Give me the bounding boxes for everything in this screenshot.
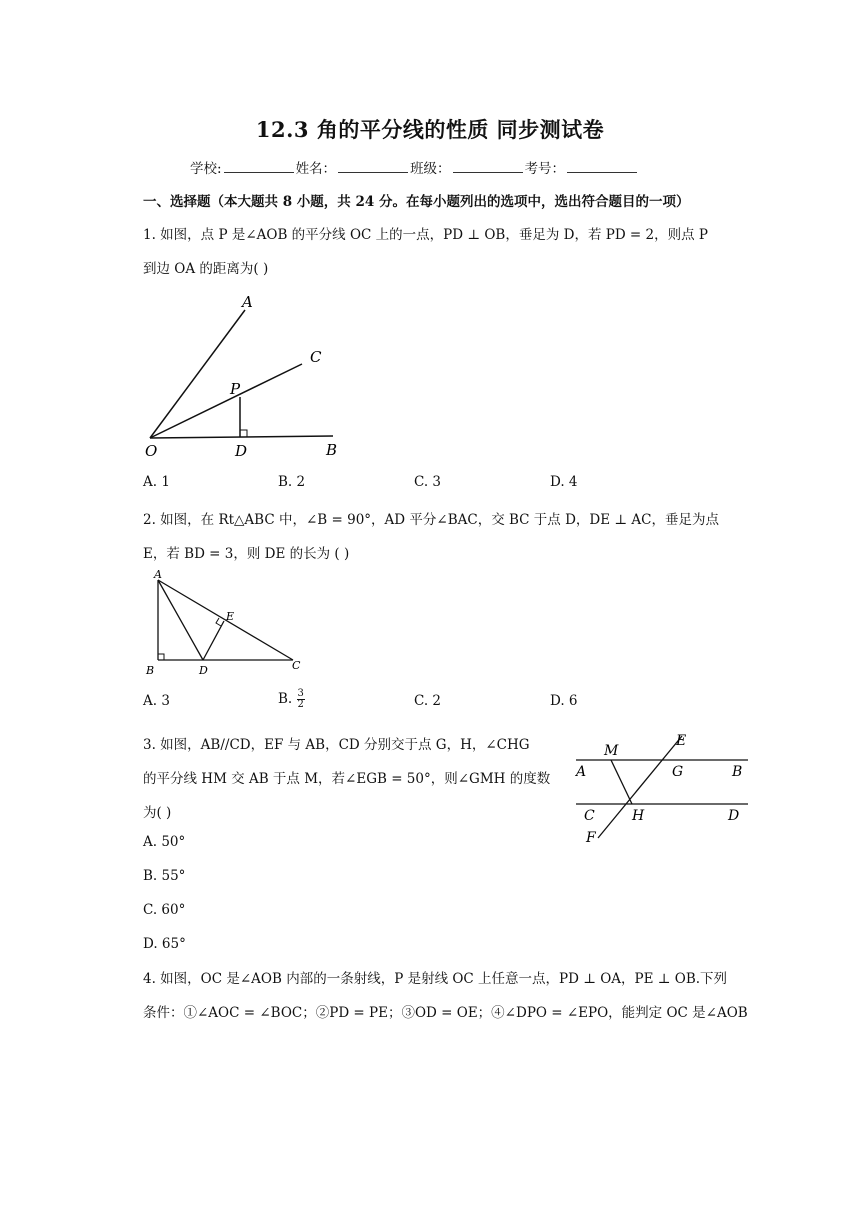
question-1-line-1: 1. 如图，点 P 是∠AOB 的平分线 OC 上的一点，PD ⊥ OB，垂足为 D，若 PD = 2，则点 P (143, 227, 709, 243)
question-2-figure (140, 566, 310, 680)
fig3-label-f: F (586, 830, 596, 846)
fraction-denominator: 2 (297, 699, 304, 710)
q3-option-d[interactable]: D. 65° (143, 936, 186, 952)
q3-option-b[interactable]: B. 55° (143, 868, 186, 884)
question-2-line-2: E，若 BD = 3，则 DE 的长为 ( ) (143, 546, 350, 562)
class-blank[interactable] (453, 160, 523, 173)
fig3-label-m: M (604, 743, 619, 759)
fig3-label-b: B (732, 764, 743, 780)
question-1-figure (140, 290, 350, 462)
fig3-label-a: A (576, 764, 587, 780)
fig3-label-d: D (728, 808, 740, 824)
fig2-label-b: B (146, 664, 155, 677)
student-info-line (190, 157, 639, 177)
q2-option-d[interactable]: D. 6 (550, 693, 578, 709)
name-blank[interactable] (338, 160, 408, 173)
fraction-three-halves (297, 689, 305, 710)
fig2-label-e: E (226, 610, 235, 623)
q1-option-b[interactable]: B. 2 (278, 474, 306, 490)
q1-option-c[interactable]: C. 3 (414, 474, 442, 490)
class-label: 班级： (410, 161, 451, 177)
question-3-line-2: 的平分线 HM 交 AB 于点 M，若∠EGB = 50°，则∠GMH 的度数 (143, 771, 551, 787)
q1-option-d[interactable]: D. 4 (550, 474, 578, 490)
fig1-label-p: P (230, 380, 241, 398)
school-blank[interactable] (224, 160, 294, 173)
question-4-line-1: 4. 如图，OC 是∠AOB 内部的一条射线，P 是射线 OC 上任意一点，PD ⊥ OA，PE ⊥ OB.下列 (143, 971, 728, 987)
fig2-label-d: D (199, 664, 208, 677)
q1-option-a[interactable]: A. 1 (143, 474, 170, 490)
fig1-label-b: B (326, 441, 338, 459)
q2-option-c[interactable]: C. 2 (414, 693, 442, 709)
name-label: 姓名： (295, 161, 337, 177)
q2-option-b[interactable] (278, 689, 305, 710)
question-4-line-2: 条件：①∠AOC = ∠BOC；②PD = PE；③OD = OE；④∠DPO = ∠EPO，能判定 OC 是∠AOB (143, 1005, 748, 1021)
fig3-label-e: E (676, 733, 687, 749)
fig3-label-g: G (672, 764, 684, 780)
q3-option-a[interactable]: A. 50° (143, 834, 186, 850)
question-3-line-1: 3. 如图，AB//CD，EF 与 AB，CD 分别交于点 G，H，∠CHG (143, 737, 530, 753)
fig1-label-a: A (242, 293, 253, 311)
fig2-label-a: A (154, 568, 162, 581)
q3-option-c[interactable]: C. 60° (143, 902, 186, 918)
question-1-line-2: 到边 OA 的距离为( ) (143, 261, 269, 277)
question-3-line-3: 为( ) (143, 805, 172, 821)
fig1-label-c: C (310, 348, 322, 366)
q2-option-b-label: B. (278, 691, 297, 707)
q2-option-a[interactable]: A. 3 (143, 693, 170, 709)
exam-no-label: 考号： (524, 161, 566, 177)
question-3-figure (570, 728, 760, 850)
fig2-label-c: C (292, 659, 301, 672)
fig1-label-o: O (145, 442, 158, 460)
question-2-line-1: 2. 如图，在 Rt△ABC 中，∠B = 90°，AD 平分∠BAC，交 BC 于点 D，DE ⊥ AC，垂足为点 (143, 512, 719, 528)
fig3-label-h: H (632, 808, 645, 824)
page-title: 12.3 角的平分线的性质 同步测试卷 (255, 117, 605, 142)
fig3-label-c: C (584, 808, 595, 824)
school-label: 学校: (190, 161, 222, 177)
exam-no-blank[interactable] (567, 160, 637, 173)
section-heading: 一、选择题（本大题共 8 小题，共 24 分。在每小题列出的选项中，选出符合题目的一项） (143, 194, 690, 210)
fig1-label-d: D (235, 442, 248, 460)
fraction-numerator: 3 (297, 688, 304, 699)
